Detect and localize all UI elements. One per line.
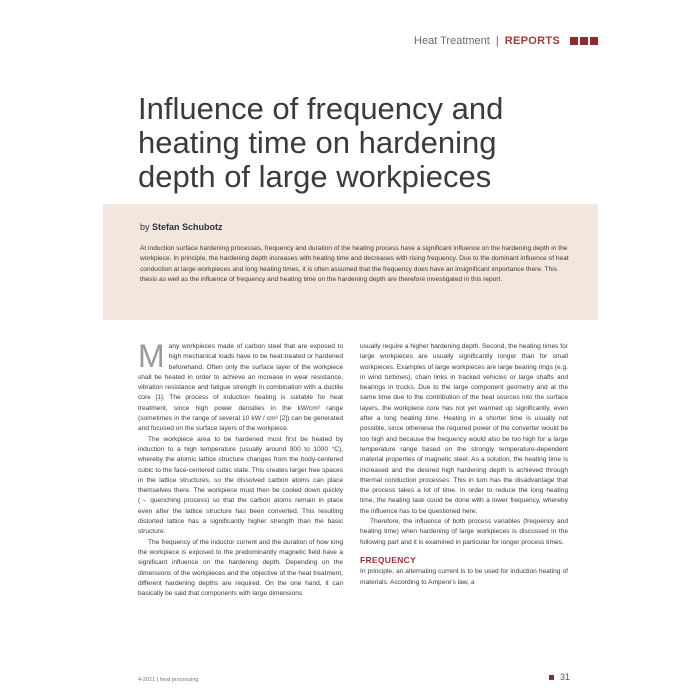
drop-cap: M [138, 338, 165, 374]
footer-issue: 4-2021 | heat processing [138, 677, 199, 683]
article-title: Influence of frequency and heating time on hardening depth of large workpieces [138, 91, 504, 194]
section-heading: FREQUENCY [360, 554, 417, 565]
paragraph-text: any workpieces made of carbon steel that are exposed to high mechanical loads have to be heat-treated or hardened beforehand. Often only the surface layer of the workpiece shall be heated in order to achieve an increase in wear resistance, vibration resistance and fatigue strength in combination with a ductile core [1]. The process of induction heating is suitable for heat treatment, since high power densities in the kW/cm² range (sometimes in the range of several 10 kW / cm² [2]) can be generated and focused on the surface layers of the workpiece. [138, 343, 343, 433]
paragraph: The frequency of the inductor current and the duration of how long the workpiece is exposed to the predominantly magnetic field have a significant influence on the hardening depth. Depending on the dimensions of the workpieces and the objective of the heat treatment, different hardening depths are required. On the one hand, it can basically be said that components with large dimensions [138, 538, 343, 598]
byline-prefix: by [140, 222, 150, 232]
paragraph: Therefore, the influence of both process variables (frequency and heating time) when hardening of large workpieces is discussed in the following part and it is examined in particular for longer process times. [360, 518, 568, 546]
header-separator: | [495, 35, 499, 47]
left-column [138, 338, 343, 599]
page-number: 31 [559, 672, 570, 682]
abstract-text: At induction surface hardening processes, frequency and duration of the heating process have a significant influence on the hardening depth in the workpiece. In principle, the hardening depth increases with heating time and decreases with rising frequency. Due to the dominant influence of heat conduction at large workpieces and long heating times, it is often assumed that the frequency does have an insignificant importance there. This thesis as well as the influence of frequency and heating time on the hardening depth are therefore investigated in this report. [140, 245, 569, 283]
section-name: Heat Treatment [414, 35, 490, 47]
page-square-icon [549, 675, 554, 680]
abstract-box [103, 204, 598, 320]
byline [140, 222, 574, 232]
footer-page [549, 672, 570, 682]
author-name: Stefan Schubotz [152, 222, 223, 232]
paragraph: usually require a higher hardening depth. Second, the heating times for large workpieces are usually significantly longer than for small workpieces. Examples of large workpieces are large bearing rings (e.g. in wind turbines), chain links in tracked vehicles or large shafts and bearings in trucks. Due to the large component geometry and at the same time due to the contribution of the heat sources into the surface layers, the workpiece core has not yet warmed up significantly, even after a long heating time. Heating in a shorter time is usually not possible, since otherwise the required power of the converter would be too high and because the frequency would also be too high for a large temperature range based on the strongly temperature-dependent material properties of magnetic steel. As a solution, the heating time is increased and the desired high hardening depth is achieved through thermal conduction processes. This in turn has the disadvantage that the process takes a lot of time. In order to reduce the long heating time, the heating task could be done with a lower frequency, whereby the influence has to be questioned here. [360, 343, 568, 515]
right-column [360, 342, 568, 588]
paragraph: The workpiece area to be hardened must first be heated by induction to a high temperature (usually around 900 to 1000 °C), whereby the atomic lattice structure changes from the body-centered cubic to the face-centered cubic state. This creates larger free spaces in the lattice structures, so the dissolved carbon atoms can place themselves there. The workpiece must then be cooled down quickly (→ quenching process) so that the carbon atoms remain in place even after the lattice structure has been converted. This resulting distorted lattice has a significantly higher strength than the basic structure. [138, 435, 343, 536]
header-squares-icon [570, 37, 598, 45]
paragraph [138, 338, 343, 435]
running-header [414, 35, 598, 47]
category-label: REPORTS [504, 35, 560, 47]
paragraph: In principle, an alternating current is to be used for induction heating of materials. According to Ampere's law, a [360, 568, 568, 586]
